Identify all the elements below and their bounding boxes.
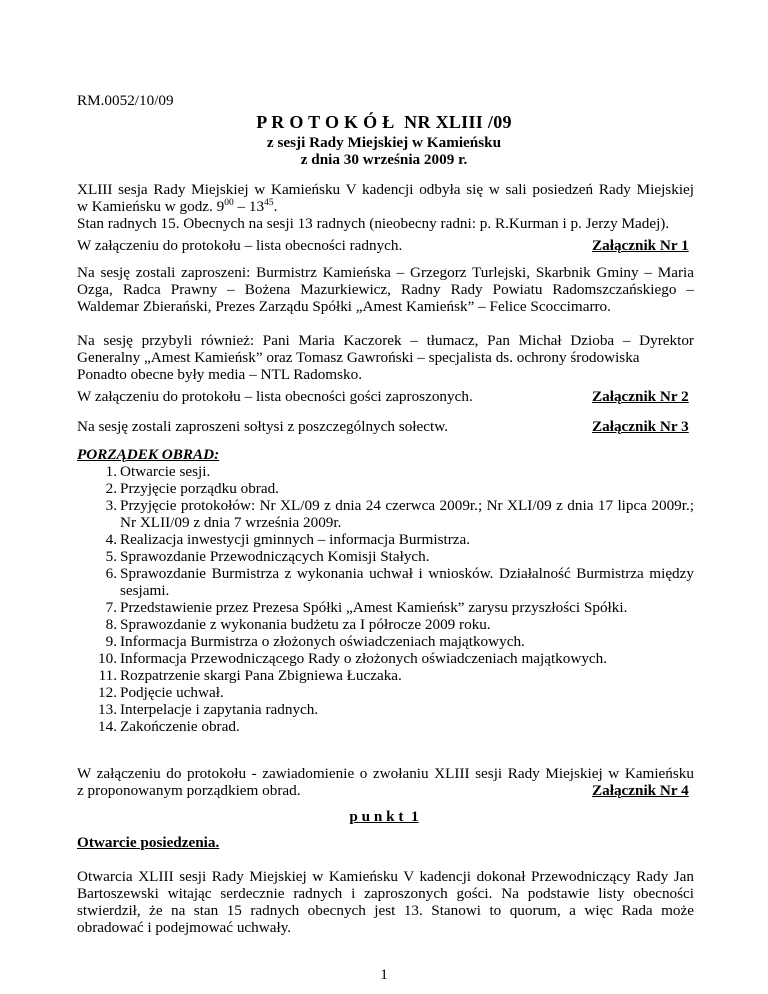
agenda-item-text: Rozpatrzenie skargi Pana Zbigniewa Łuczaka. [120,667,402,684]
attendees-line-2: Generalny „Amest Kamieńsk” oraz Tomasz Gawroński – specjalista ds. ochrony środowiska [77,349,640,366]
agenda-item-text: Przedstawienie przez Prezesa Spółki „Amest Kamieńsk” zarysu przyszłości Spółki. [120,599,628,616]
agenda-item-number: 1. [105,463,117,480]
protocol-title: P R O T O K Ó Ł NR XLIII /09 [256,112,512,132]
agenda-item-number: 3. [105,497,117,514]
agenda-item-number: 12. [98,684,117,701]
agenda-item-number: 5. [105,548,117,565]
agenda-item-number: 8. [105,616,117,633]
opening-line-3: stwierdził, że na stan 15 radnych obecnych jest 13. Stanowi to quorum, a więc Rada może [77,902,694,919]
attachment-1-text: W załączeniu do protokołu – lista obecności radnych. [77,237,403,254]
agenda-heading: PORZĄDEK OBRAD: [77,446,220,463]
page-number: 1 [380,966,388,983]
point-label: p u n k t 1 [349,808,419,825]
agenda-item-number: 6. [105,565,117,582]
agenda-item [77,650,694,667]
opening-line-2: Bartoszewski witając serdecznie radnych i zaproszonych gości. Na podstawie listy obecności [77,885,694,902]
agenda-item-number: 9. [105,633,117,650]
opening-line-1: Otwarcia XLIII sesji Rady Miejskiej w Kamieńsku V kadencji dokonał Przewodniczący Rady Jan [77,868,694,885]
agenda-item-text: Przyjęcie porządku obrad. [120,480,279,497]
agenda-item [77,497,694,531]
agenda-item-text: Sprawozdanie Przewodniczących Komisji Stałych. [120,548,430,565]
media-line: Ponadto obecne były media – NTL Radomsko. [77,366,362,383]
intro-line-2: w Kamieńsku w godz. $9^{00} - 13^{45}$. [77,198,278,215]
reference-number: RM.0052/10/09 [77,92,174,109]
agenda-item [77,667,694,684]
opening-line-4: obradować i podejmować uchwały. [77,919,292,936]
agenda-item [77,531,694,548]
invited-guests-paragraph: Na sesję zostali zaproszeni: Burmistrz Kamieńska – Grzegorz Turlejski, Skarbnik Gminy – Maria Ozga, Radca Prawny – Bożena Mazurkiewicz, Radny Rady Powiatu Radomszczańskiego – Waldemar Zbierański, Prezes Zarządu Spółki „Amest Kamieńsk” – Felice Scoccimarro. [77,264,694,315]
agenda-item [77,548,694,565]
attachment-4-line-1: W załączeniu do protokołu - zawiadomienie o zwołaniu XLIII sesji Rady Miejskiej w Kamieńsku [77,765,694,782]
agenda-item [77,480,694,497]
agenda-item [77,701,694,718]
agenda-item-text: Zakończenie obrad. [120,718,240,735]
agenda-item-number: 2. [105,480,117,497]
agenda-item-text: Przyjęcie protokołów: Nr XL/09 z dnia 24 czerwca 2009r.; Nr XLI/09 z dnia 17 lipca 2009r.; Nr XLII/09 z dnia 7 września 2009r. [120,497,694,531]
attachment-4-line-2: z proponowanym porządkiem obrad. [77,782,301,799]
protocol-subtitle-session: z sesji Rady Miejskiej w Kamieńsku [266,134,502,151]
agenda-item [77,599,694,616]
agenda-item-number: 7. [105,599,117,616]
agenda-item [77,684,694,701]
attachment-3-label: Załącznik Nr 3 [592,418,689,435]
agenda-item-text: Podjęcie uchwał. [120,684,224,701]
agenda-item-number: 4. [105,531,117,548]
agenda-item-text: Sprawozdanie z wykonania budżetu za I półrocze 2009 roku. [120,616,491,633]
protocol-subtitle-date: z dnia 30 września 2009 r. [300,151,468,168]
intro-line-3: Stan radnych 15. Obecnych na sesji 13 radnych (nieobecny radni: p. R.Kurman i p. Jerzy Madej). [77,215,670,232]
attachment-2-text: W załączeniu do protokołu – lista obecności gości zaproszonych. [77,388,473,405]
agenda-item [77,616,694,633]
agenda-item-text: Otwarcie sesji. [120,463,211,480]
agenda-item-text: Informacja Przewodniczącego Rady o złożonych oświadczeniach majątkowych. [120,650,608,667]
agenda-item-text: Sprawozdanie Burmistrza z wykonania uchwał i wniosków. Działalność Burmistrza między sesjami. [120,565,694,599]
agenda-item-text: Informacja Burmistrza o złożonych oświadczeniach majątkowych. [120,633,525,650]
agenda-item-number: 10. [98,650,117,667]
agenda-item-number: 11. [98,667,117,684]
agenda-item-number: 13. [98,701,117,718]
point-heading: Otwarcie posiedzenia. [77,834,220,851]
agenda-item-number: 14. [98,718,117,735]
agenda-item-text: Realizacja inwestycji gminnych – informacja Burmistrza. [120,531,471,548]
agenda-item [77,718,694,735]
attachment-4-label: Załącznik Nr 4 [592,782,689,799]
attachment-3-text: Na sesję zostali zaproszeni sołtysi z poszczególnych sołectw. [77,418,448,435]
attachment-1-label: Załącznik Nr 1 [592,237,689,254]
agenda-item [77,633,694,650]
agenda-item-text: Interpelacje i zapytania radnych. [120,701,319,718]
attachment-2-label: Załącznik Nr 2 [592,388,689,405]
intro-line-1: XLIII sesja Rady Miejskiej w Kamieńsku V kadencji odbyła się w sali posiedzeń Rady Miejskiej [77,181,694,198]
agenda-item [77,565,694,599]
agenda-list [77,463,694,735]
attendees-line-1: Na sesję przybyli również: Pani Maria Kaczorek – tłumacz, Pan Michał Dzioba – Dyrektor [77,332,694,349]
agenda-item [77,463,694,480]
